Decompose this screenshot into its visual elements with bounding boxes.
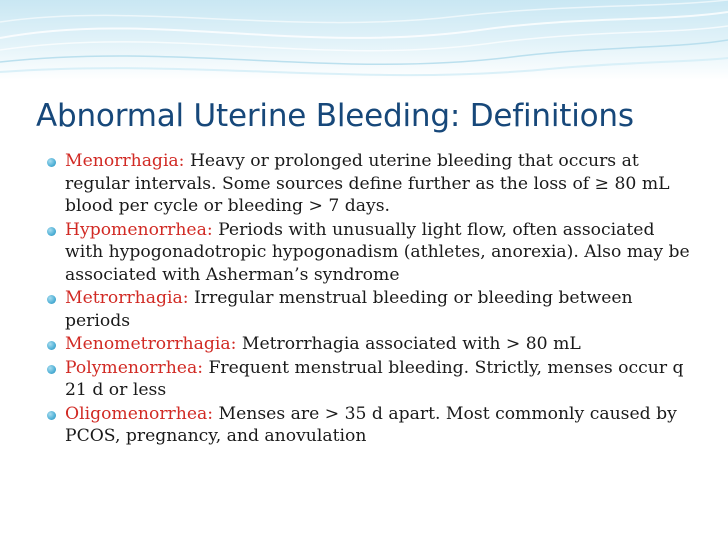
- bullet-text: Menses are > 35 d apart. Most commonly caused by PCOS, pregnancy, and anovulation: [65, 403, 677, 446]
- bullet-hypomenorrhea: [47, 219, 697, 287]
- bullet-text: Irregular menstrual bleeding or bleeding between periods: [65, 288, 633, 331]
- header-wave-band: [0, 0, 728, 80]
- bullet-dot-icon: [47, 411, 56, 420]
- bullet-dot-icon: [47, 295, 56, 304]
- bullet-term: Hypomenorrhea:: [65, 219, 213, 240]
- bullet-dot-icon: [47, 365, 56, 374]
- wave-decoration: [0, 0, 728, 80]
- bullet-menometrorrhagia: [47, 333, 697, 356]
- bullet-oligomenorrhea: [47, 403, 697, 448]
- bullet-dot-icon: [47, 341, 56, 350]
- bullet-metrorrhagia: [47, 287, 697, 332]
- bullet-dot-icon: [47, 158, 56, 167]
- bullet-term: Oligomenorrhea:: [65, 403, 214, 424]
- bullet-text: Metrorrhagia associated with > 80 mL: [236, 334, 581, 354]
- bullet-menorrhagia: [47, 150, 697, 218]
- bullet-term: Metrorrhagia:: [65, 288, 189, 308]
- bullet-dot-icon: [47, 227, 56, 236]
- bullet-term: Menorrhagia:: [65, 151, 185, 171]
- bullet-text: Periods with unusually light flow, often associated with hypogonadotropic hypogonadism (athletes, anorexia). Also may be associated with Asherman’s syndrome: [65, 219, 690, 285]
- bullet-term: Menometrorrhagia:: [65, 334, 237, 354]
- bullet-term: Polymenorrhea:: [65, 357, 204, 378]
- bullet-text: Heavy or prolonged uterine bleeding that occurs at regular intervals. Some sources define further as the loss of ≥ 80 mL blood per cycle or bleeding > 7 days.: [65, 151, 670, 216]
- slide-title: Abnormal Uterine Bleeding: Definitions: [36, 98, 634, 134]
- bullet-polymenorrhea: [47, 357, 697, 402]
- bullet-text: Frequent menstrual bleeding. Strictly, menses occur q 21 d or less: [65, 357, 684, 400]
- definitions-list: [47, 150, 697, 449]
